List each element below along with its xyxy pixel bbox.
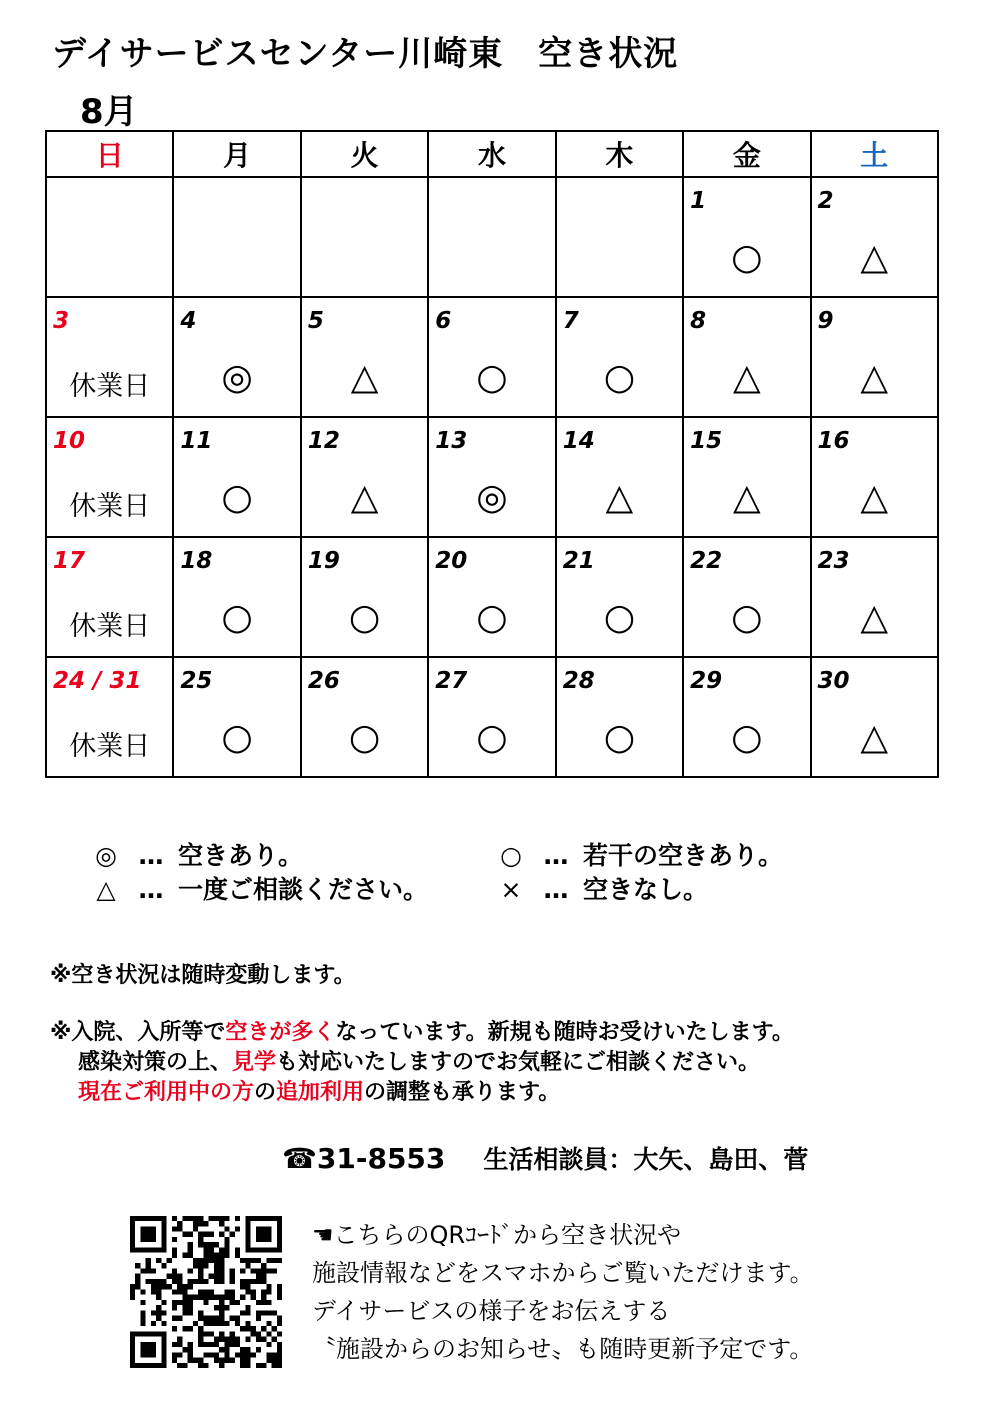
day-number: 18 (180, 548, 213, 574)
legend-symbol: △ (96, 875, 116, 904)
calendar-week-row (46, 657, 938, 777)
legend-text: 空きなし。 (583, 875, 709, 904)
note-highlight: 現在ご利用中の方 (78, 1080, 255, 1105)
availability-mark: ◎ (221, 357, 253, 398)
calendar-day-cell (683, 537, 810, 657)
day-number: 16 (817, 428, 850, 454)
legend-text: 若干の空きあり。 (583, 841, 784, 870)
note-text: の (254, 1080, 277, 1105)
staff-names: 生活相談員：大矢、島田、菅 (483, 1145, 809, 1174)
day-number: 10 (53, 428, 86, 454)
availability-mark: △ (732, 357, 761, 398)
day-number: 21 (562, 548, 595, 574)
legend-symbol: ◎ (95, 841, 117, 870)
page-title: デイサービスセンター川崎東 空き状況 (52, 34, 679, 74)
day-number: 19 (307, 548, 340, 574)
calendar-day-cell (428, 177, 555, 297)
closed-day-label: 休業日 (69, 491, 151, 522)
weekday-thu: 木 (556, 131, 683, 177)
weekday-sun: 日 (46, 131, 173, 177)
calendar-day-cell (428, 657, 555, 777)
availability-mark: ○ (603, 357, 636, 398)
calendar-day-cell (556, 297, 683, 417)
weekday-sat: 土 (811, 131, 938, 177)
day-number: 15 (690, 428, 723, 454)
availability-mark: ○ (476, 357, 508, 398)
availability-mark: △ (350, 357, 379, 398)
calendar-day-cell (173, 537, 300, 657)
availability-calendar (45, 130, 939, 778)
availability-mark: △ (860, 717, 889, 758)
availability-mark: △ (860, 237, 889, 278)
legend-ellipsis: … (543, 841, 569, 870)
calendar-week-row (46, 177, 938, 297)
contact-info (282, 1140, 808, 1176)
availability-mark: ◎ (476, 477, 508, 518)
calendar-day-cell (811, 297, 938, 417)
day-number: 17 (53, 548, 86, 574)
calendar-day-cell (46, 657, 173, 777)
calendar-day-cell (683, 177, 810, 297)
calendar-day-cell (46, 537, 173, 657)
qr-text-line: 施設情報などをスマホからご覧いただけます。 (312, 1259, 814, 1287)
calendar-day-cell (173, 177, 300, 297)
day-number: 22 (690, 548, 723, 574)
availability-mark: △ (860, 477, 889, 518)
legend-ellipsis: … (138, 875, 164, 904)
day-number: 26 (307, 668, 340, 694)
calendar-day-cell (556, 657, 683, 777)
calendar-day-cell (556, 537, 683, 657)
calendar-day-cell (173, 657, 300, 777)
calendar-day-cell (811, 657, 938, 777)
availability-mark: ○ (476, 717, 508, 758)
calendar-day-cell (46, 177, 173, 297)
calendar-day-cell (556, 417, 683, 537)
calendar-day-cell (683, 417, 810, 537)
calendar-day-cell (301, 657, 428, 777)
day-number: 8 (690, 308, 707, 334)
calendar-day-cell (46, 297, 173, 417)
day-number: 7 (562, 308, 579, 334)
day-number: 14 (562, 428, 595, 454)
note-highlight: 追加利用 (276, 1080, 365, 1105)
legend-item (493, 836, 783, 872)
note-highlight: 見学 (232, 1050, 277, 1075)
note-text: ※入院、入所等で (50, 1020, 226, 1045)
calendar-week-row (46, 297, 938, 417)
qr-text-line: デイサービスの様子をお伝えする (312, 1297, 671, 1325)
availability-mark: ○ (221, 477, 253, 518)
availability-mark: ○ (603, 717, 636, 758)
calendar-day-cell (683, 297, 810, 417)
closed-day-label: 休業日 (69, 611, 151, 642)
day-number: 2 (817, 188, 834, 214)
availability-mark: △ (605, 477, 634, 518)
calendar-day-cell (811, 417, 938, 537)
day-number: 6 (435, 308, 452, 334)
day-number: 23 (817, 548, 850, 574)
qr-code-icon[interactable] (130, 1216, 282, 1368)
availability-mark: ○ (221, 597, 253, 638)
calendar-body (46, 177, 938, 777)
closed-day-label: 休業日 (69, 731, 151, 762)
note-text: の調整も承ります。 (364, 1080, 561, 1105)
day-number: 13 (435, 428, 468, 454)
legend-ellipsis: … (138, 841, 164, 870)
note-availability-changes: ※空き状況は随時変動します。 (50, 963, 356, 988)
calendar-day-cell (301, 297, 428, 417)
availability-mark: ○ (348, 717, 381, 758)
availability-mark: ○ (731, 237, 763, 278)
weekday-tue: 火 (301, 131, 428, 177)
day-number: 27 (435, 668, 468, 694)
calendar-day-cell (301, 177, 428, 297)
day-number: 25 (180, 668, 213, 694)
availability-mark: △ (860, 597, 889, 638)
availability-mark: ○ (348, 597, 381, 638)
availability-mark: ○ (731, 597, 763, 638)
calendar-week-row (46, 417, 938, 537)
note-text: 感染対策の上、 (78, 1050, 233, 1075)
day-number: 12 (307, 428, 340, 454)
day-number: 30 (817, 668, 850, 694)
availability-mark: ○ (603, 597, 636, 638)
legend-text: 一度ご相談ください。 (178, 875, 429, 904)
phone-number[interactable]: ☎31-8553 (282, 1142, 446, 1175)
day-number: 1 (690, 188, 707, 214)
calendar-day-cell (301, 537, 428, 657)
legend-ellipsis: … (543, 875, 569, 904)
weekday-header-row (46, 131, 938, 177)
qr-description (312, 1216, 814, 1368)
calendar-day-cell (173, 297, 300, 417)
note-text: なっています。新規も随時お受けいたします。 (335, 1020, 794, 1045)
availability-mark: △ (860, 357, 889, 398)
availability-mark: ○ (731, 717, 763, 758)
calendar-day-cell (811, 537, 938, 657)
calendar-day-cell (173, 417, 300, 537)
note-line-3 (78, 1075, 560, 1106)
calendar-day-cell (811, 177, 938, 297)
legend-symbol: × (500, 875, 522, 904)
day-number: 11 (180, 428, 213, 454)
calendar-day-cell (301, 417, 428, 537)
day-number: 20 (435, 548, 468, 574)
closed-day-label: 休業日 (69, 371, 151, 402)
availability-mark: ○ (221, 717, 253, 758)
weekday-mon: 月 (173, 131, 300, 177)
calendar-day-cell (428, 297, 555, 417)
calendar-day-cell (46, 417, 173, 537)
calendar-week-row (46, 537, 938, 657)
qr-text-line: ☚こちらのQRｺｰﾄﾞから空き状況や (312, 1221, 682, 1249)
legend-item (493, 870, 708, 906)
calendar-day-cell (428, 537, 555, 657)
note-line-1 (50, 1015, 794, 1046)
day-number: 24 / 31 (53, 668, 142, 694)
calendar-day-cell (683, 657, 810, 777)
day-number: 4 (180, 308, 197, 334)
legend-symbol: ○ (500, 841, 522, 870)
legend-item (88, 836, 303, 872)
month-label: 8月 (80, 92, 138, 132)
day-number: 5 (307, 308, 324, 334)
calendar-day-cell (428, 417, 555, 537)
weekday-fri: 金 (683, 131, 810, 177)
day-number: 3 (53, 308, 70, 334)
day-number: 9 (817, 308, 834, 334)
availability-mark: △ (350, 477, 379, 518)
day-number: 28 (562, 668, 595, 694)
weekday-wed: 水 (428, 131, 555, 177)
legend-text: 空きあり。 (178, 841, 304, 870)
availability-mark: ○ (476, 597, 508, 638)
day-number: 29 (690, 668, 723, 694)
qr-text-line: 〝施設からのお知らせ〟も随時更新予定です。 (312, 1335, 814, 1363)
calendar-day-cell (556, 177, 683, 297)
availability-mark: △ (732, 477, 761, 518)
legend-item (88, 870, 428, 906)
note-text: も対応いたしますのでお気軽にご相談ください。 (276, 1050, 761, 1075)
note-line-2 (78, 1045, 760, 1076)
note-highlight: 空きが多く (225, 1020, 336, 1045)
